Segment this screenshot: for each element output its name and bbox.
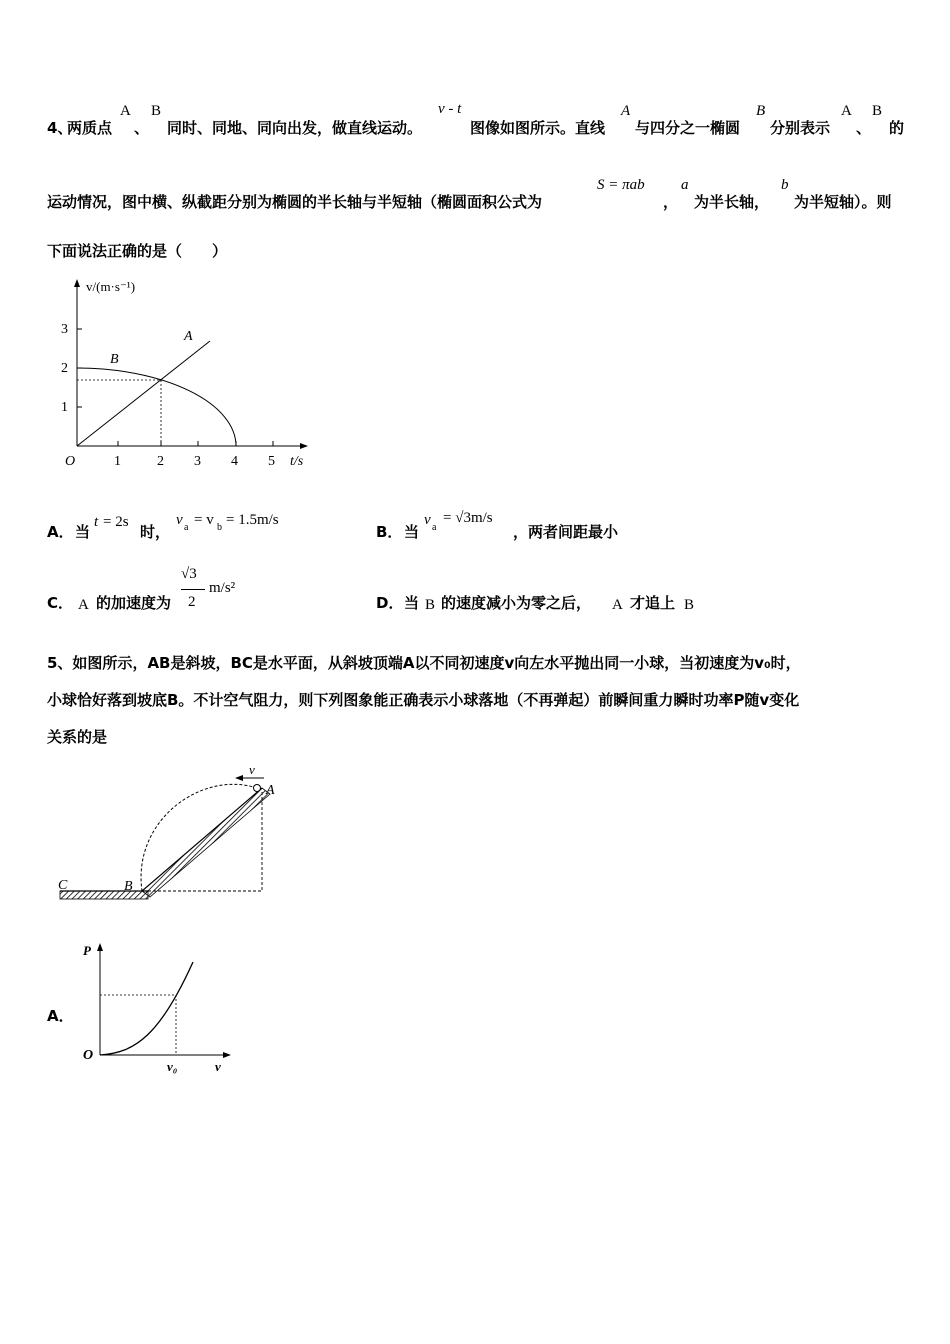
y-axis-label: v/(m·s⁻¹) — [86, 279, 136, 294]
q4-text-b1: 运动情况，图中横、纵截距分别为椭圆的半长轴与半短轴（椭圆面积公式为 — [47, 193, 543, 211]
q4-optA-sub-b: b — [217, 522, 222, 533]
q4-optD-sym3: B — [684, 597, 695, 613]
q4-optA-eq2: = v — [194, 512, 214, 528]
ground-BC — [60, 891, 148, 899]
q4-optA-letter: A． — [47, 523, 74, 541]
q4-optA-t2: 时， — [140, 523, 171, 541]
label-C: C — [58, 878, 68, 893]
x-tick-5: 5 — [268, 454, 275, 469]
q4-sym-b: b — [781, 177, 789, 193]
q4-vt-graph — [50, 270, 320, 475]
q4-optB-eq: = √3m/s — [443, 510, 493, 526]
velocity-arrow-icon — [235, 775, 243, 781]
q4-text-a3: 图像如图所示。直线 — [470, 119, 606, 137]
trajectory — [141, 784, 257, 891]
q4-optB-sub-a: a — [432, 522, 437, 533]
y-axis-arrow-icon — [97, 943, 103, 951]
q4-optD-sym2: A — [612, 597, 623, 613]
q5-line1: 5、如图所示，AB是斜坡，BC是水平面，从斜坡顶端A以不同初速度v向左水平抛出同一小球，当初速度为v₀时， — [47, 654, 801, 672]
q4-text-c: 下面说法正确的是（ ） — [47, 242, 228, 260]
x-tick-4: 4 — [231, 454, 238, 469]
ball — [254, 785, 261, 792]
q5-slope-figure — [52, 760, 292, 910]
q4-optC-letter: C． — [47, 594, 74, 612]
x-axis-label: v — [215, 1059, 221, 1074]
q4-optD-sym1: B — [425, 597, 436, 613]
q4-optB-letter: B． — [376, 523, 403, 541]
x-tick-2: 2 — [157, 454, 164, 469]
q4-optC-sym: A — [78, 597, 89, 613]
q4-optD-t2: 的速度减小为零之后， — [441, 594, 592, 612]
q4-sep: 、 — [134, 119, 150, 137]
label-B: B — [124, 879, 133, 894]
curve-P — [100, 962, 193, 1055]
label-A: A — [184, 329, 193, 344]
q5-line2: 小球恰好落到坡底B。不计空气阻力，则下列图象能正确表示小球落地（不再弹起）前瞬间重力瞬时功率P随v变化 — [47, 691, 800, 709]
y-tick-2: 2 — [61, 361, 68, 376]
q4-sym-A2: A — [621, 103, 631, 119]
q4-sym-B: B — [151, 103, 162, 119]
q4-optA-va: v — [176, 512, 183, 528]
label-B: B — [110, 352, 119, 367]
q4-sym-A: A — [120, 103, 131, 119]
q5-line3: 关系的是 — [47, 728, 108, 746]
q4-formula-S: S = πab — [597, 177, 645, 193]
y-tick-1: 1 — [61, 400, 68, 415]
q4-text-a5: 分别表示 — [770, 119, 831, 137]
q4-text-b2: 为半长轴， — [694, 193, 770, 211]
x-axis-label: t/s — [290, 454, 304, 469]
q4-optA-sub-a: a — [184, 522, 189, 533]
q4-optD-letter: D． — [376, 594, 404, 612]
q5-optA-letter: A． — [47, 1007, 74, 1025]
y-axis-label: P — [83, 943, 91, 958]
q4-optB-va: v — [424, 512, 431, 528]
q4-sym-B3: B — [872, 103, 883, 119]
line-A — [77, 341, 210, 446]
q4-sym-B2: B — [756, 103, 766, 119]
q4-optB-t1: 当 — [404, 523, 420, 541]
q4-text-b3: 为半短轴）。则 — [794, 193, 892, 211]
origin-label: O — [83, 1048, 94, 1063]
q4-optC-fraction-bar — [181, 589, 205, 590]
label-A: A — [266, 783, 275, 798]
label-v: v — [249, 762, 255, 777]
q4-number: 4、 — [47, 119, 73, 137]
y-tick-3: 3 — [61, 322, 68, 337]
q4-text-a2: 同时、同地、同向出发，做直线运动。 — [167, 119, 423, 137]
q4-optC-num: √3 — [181, 566, 197, 582]
q4-text-a6: 的 — [889, 119, 905, 137]
v0-label: v₀ — [167, 1059, 178, 1074]
q4-optD-t1: 当 — [404, 594, 420, 612]
q4-optA-eq: = 2s — [103, 514, 129, 530]
q4-optD-t3: 才追上 — [630, 594, 676, 612]
q5-optA-graph — [75, 935, 240, 1075]
q4-optC-unit: m/s² — [209, 580, 236, 596]
x-axis-arrow-icon — [300, 443, 308, 449]
q4-optA-eq3: = 1.5m/s — [226, 512, 279, 528]
curve-B — [77, 368, 236, 446]
origin-label: O — [65, 454, 76, 469]
q4-optC-den: 2 — [188, 594, 196, 610]
y-axis-arrow-icon — [74, 279, 80, 287]
q4-vt: v - t — [438, 101, 462, 117]
slope-AB — [142, 788, 270, 897]
q4-sym-a: a — [681, 177, 689, 193]
q4-text-a4: 与四分之一椭圆 — [635, 119, 741, 137]
q4-optA-t1: 当 — [75, 523, 91, 541]
q4-optC-t1: 的加速度为 — [96, 594, 172, 612]
x-tick-1: 1 — [114, 454, 121, 469]
q4-comma: ， — [663, 193, 679, 211]
q4-text-a1: 两质点 — [67, 119, 113, 137]
q4-sep2: 、 — [856, 119, 872, 137]
q4-sym-A3: A — [841, 103, 852, 119]
q4-optB-t2: ，两者间距最小 — [513, 523, 619, 541]
q4-optA-t: t — [94, 514, 99, 530]
x-tick-3: 3 — [194, 454, 201, 469]
x-axis-arrow-icon — [223, 1052, 231, 1058]
